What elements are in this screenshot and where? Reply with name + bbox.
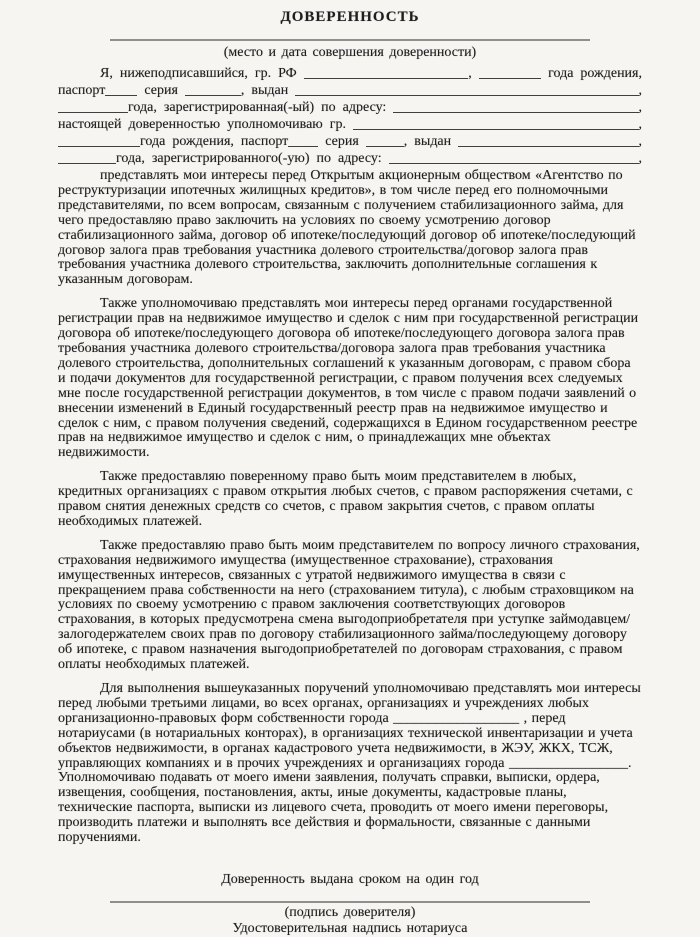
doc-title: ДОВЕРЕННОСТЬ (280, 9, 420, 25)
blank-field (58, 111, 128, 113)
form-line (58, 133, 642, 150)
term-statement: Доверенность выдана сроком на один год (221, 871, 479, 887)
form-text: , выдан (240, 83, 296, 98)
form-text: , (638, 100, 642, 115)
form-line (58, 116, 642, 133)
blank-field (295, 94, 638, 96)
blank-field (458, 145, 638, 147)
form-text: , (638, 117, 642, 132)
paragraph: Также предоставляю право быть моим представителем по вопросу личного страхования, страхования недвижимого имущества (имущественное страхование), страхования имущественных интересов, связанных с утратой недвижимого имущества в связи с прекращением права собственности на него (страхованием титула), с любым страховщиком на условиях по своему усмотрению с правом заключения соответствующих договоров страхования, в которых предусмотрена смена выгодоприобретателя при уступке займодавцем/залогодержателем своих прав по договору стабилизационного займа/последующему договору об ипотеке, с правом назначения выгодоприобретателей по договорам страхования, с правом оплаты необходимых платежей. (58, 537, 640, 673)
blank-field (304, 77, 469, 79)
body-paragraphs (58, 169, 642, 846)
blank-field (479, 77, 541, 79)
blank-field (389, 162, 639, 164)
form-text: , (638, 151, 642, 166)
blank-field (185, 94, 241, 96)
blank-field (353, 128, 639, 130)
blank-field (288, 145, 318, 147)
blank-field (393, 111, 638, 113)
form-line (58, 82, 642, 99)
signature-caption: (подпись доверителя) (284, 904, 416, 920)
signature-line (110, 901, 590, 903)
form-text: паспорт (58, 83, 106, 98)
form-line (58, 99, 642, 116)
form-text: года, зарегистрированная(-ый) по адресу: (128, 100, 394, 115)
form-text: года рождения, (541, 66, 642, 81)
blank-field (58, 145, 140, 147)
form-text: серия (318, 134, 366, 149)
form-text: , выдан (403, 134, 459, 149)
paragraph: представлять мои интересы перед Открытым акционерным обществом «Агентство по реструктуризации ипотечных жилищных кредитов», в том числе перед его полномочными представителями, по всем вопросам, связанным с получением стабилизационного займа, для чего предоставляю право заключить на условиях по своему усмотрению договор стабилизационного займа, договор об ипотеке/последующий договор об ипотеке/последующий договор залога прав требования участника долевого строительства/договор залога прав требования участника долевого строительства, заключить дополнительные соглашения к указанным договорам. (58, 168, 636, 288)
form-text: года рождения, паспорт (140, 134, 289, 149)
blank-field (366, 145, 404, 147)
fill-in-form (58, 65, 642, 167)
form-text: настоящей доверенностью уполномочиваю гр. (58, 117, 353, 132)
form-text: , (468, 66, 479, 81)
notary-caption: Удостоверительная надпись нотариуса (232, 920, 468, 936)
form-text: года, зарегистрированного(-ую) по адресу: (116, 151, 389, 166)
blank-field (58, 162, 116, 164)
blank-field (105, 94, 137, 96)
form-text: Я, нижеподписавшийся, гр. РФ (100, 66, 304, 81)
form-text: , (638, 83, 642, 98)
form-text: серия (137, 83, 185, 98)
paragraph: Для выполнения вышеуказанных поручений уполномочиваю представлять мои интересы перед любыми третьими лицами, во всех органах, организациях и учреждениях любых организационно-правовых форм собственности города __________________ , перед нотариусами (в нотариальных конторах), в организациях технической инвентаризации и учета объектов недвижимости, в органах кадастрового учета недвижимости, в ЖЭУ, ЖКХ, ТСЖ, управляющих компаниях и в прочих учреждениях и организациях города _________________. Уполномочиваю подавать от моего имени заявления, получать справки, выписки, ордера, извещения, сообщения, постановления, акты, иные документы, кадастровые планы, технические паспорта, выписки из лицевого счета, проводить от моего имени переговоры, производить платежи и выполнять все действия и формальности, связанные с данными поручениями. (58, 681, 641, 846)
header-rule (110, 39, 590, 41)
form-text: , (638, 134, 642, 149)
paragraph: Также предоставляю поверенному право быть моим представителем в любых, кредитных организациях с правом открытия любых счетов, с правом распоряжения счетами, с правом снятия денежных средств со счетов, с правом закрытия счетов, с правом оплаты необходимых платежей. (58, 469, 633, 529)
place-date-caption: (место и дата совершения доверенности) (223, 45, 477, 60)
form-line (58, 65, 642, 82)
paragraph: Также уполномочиваю представлять мои интересы перед органами государственной регистрации прав на недвижимое имущество и сделок с ним при государственной регистрации договора об ипотеке/последующего договора об ипотеке/последующего договора залога прав требования участника долевого строительства/договора залога прав требования участника долевого строительства, дополнительных соглашений к указанным договорам, с правом сбора и подачи документов для государственной регистрации, с правом получения всех следуемых мне после государственной регистрации документов, в том числе с правом подачи заявлений о внесении изменений в Единый государственный реестр прав на недвижимое имущество и сделок с ним, с правом получения сведений, содержащихся в Едином государственном реестре прав на недвижимое имущество и сделок с ним, о принадлежащих мне объектах недвижимости. (58, 296, 639, 461)
form-line (58, 150, 642, 167)
